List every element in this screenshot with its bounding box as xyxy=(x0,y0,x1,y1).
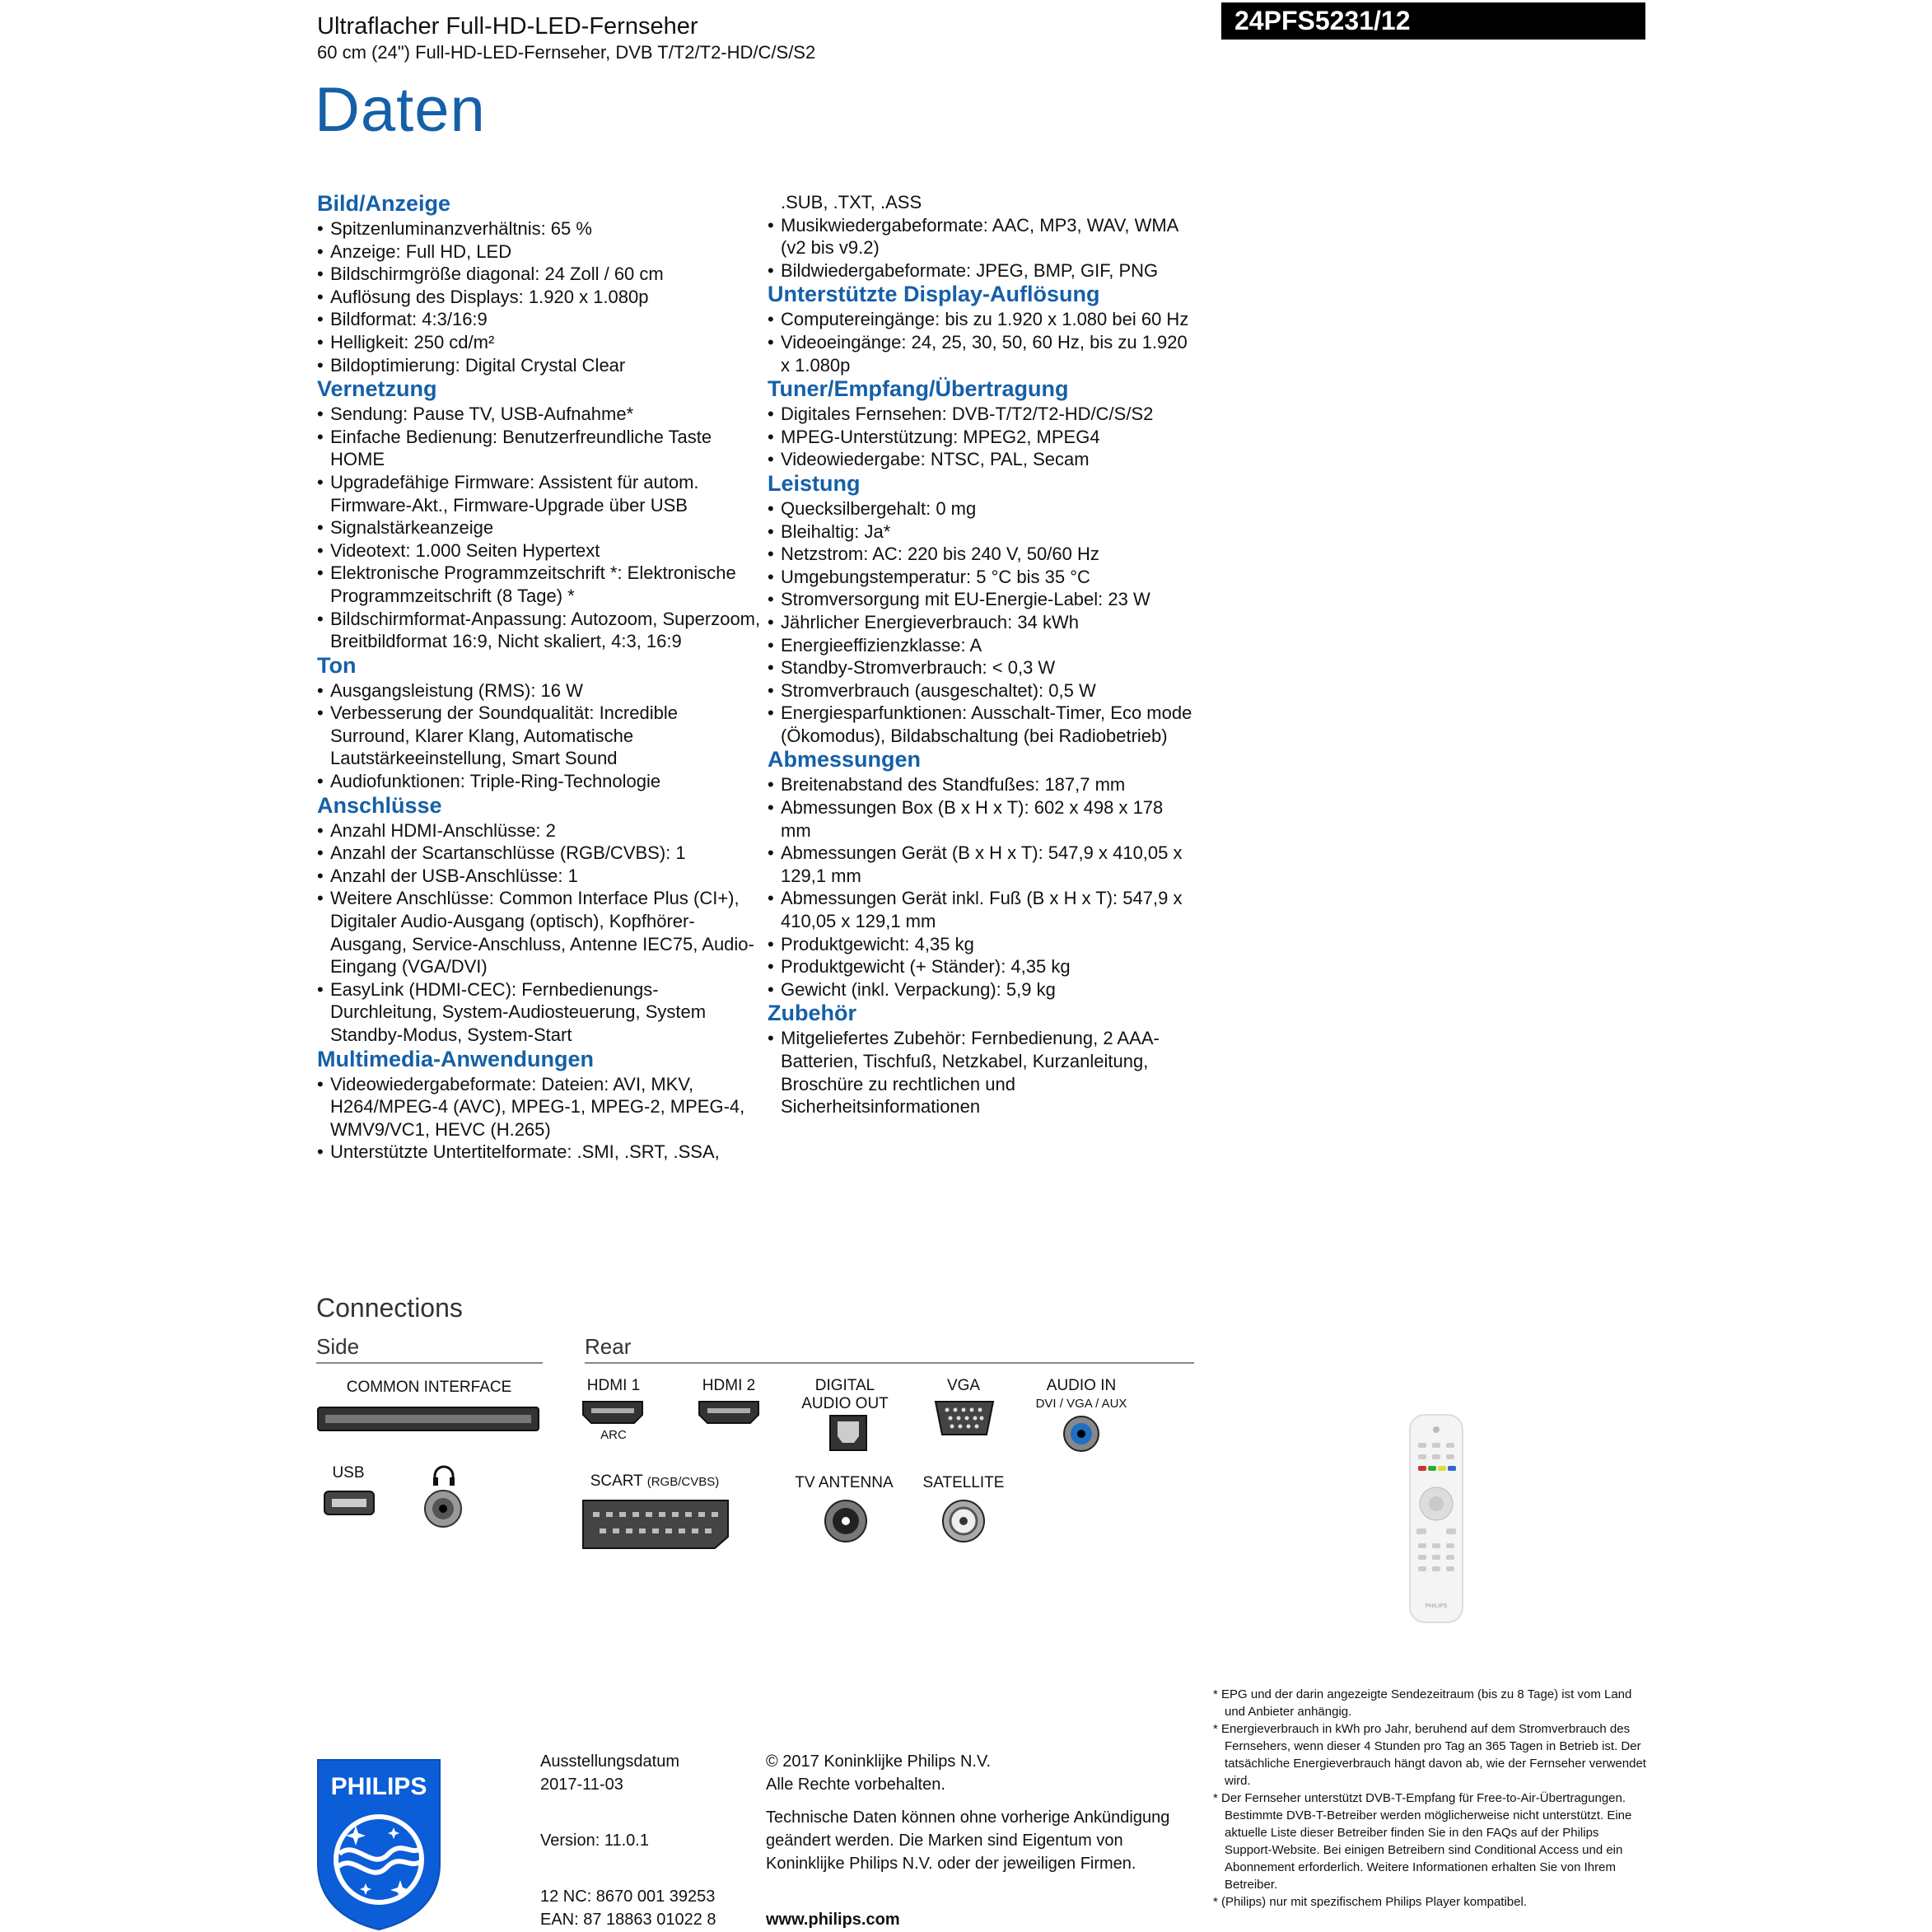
spacer xyxy=(766,1796,1194,1806)
remote-control-icon xyxy=(1407,1413,1466,1627)
spec-item: • Musikwiedergabeformate: AAC, MP3, WAV, WMA (v2 bis v9.2) xyxy=(768,214,1196,259)
rear-divider xyxy=(585,1362,1194,1364)
product-subtitle: 60 cm (24") Full-HD-LED-Fernseher, DVB T/T2/T2-HD/C/S/S2 xyxy=(317,42,816,63)
common-interface-slot-icon xyxy=(317,1407,539,1431)
scart-port-icon xyxy=(581,1499,730,1550)
spec-item: • Bildschirmgröße diagonal: 24 Zoll / 60 cm xyxy=(317,263,762,286)
digital-audio-out-label-2: AUDIO OUT xyxy=(801,1395,889,1412)
spec-item: • Anzahl der Scartanschlüsse (RGB/CVBS): 1 xyxy=(317,842,762,865)
spec-column-2 xyxy=(768,191,1196,1118)
vga-label: VGA xyxy=(946,1377,981,1394)
model-number: 24PFS5231/12 xyxy=(1221,2,1645,40)
version: Version: 11.0.1 xyxy=(540,1832,649,1850)
issue-date: 2017-11-03 xyxy=(540,1776,623,1794)
spec-item: • Produktgewicht (+ Ständer): 4,35 kg xyxy=(768,955,1196,978)
spec-item-continuation: .SUB, .TXT, .ASS xyxy=(781,192,922,212)
audio-in-jack-icon xyxy=(1062,1415,1100,1453)
section-display-aufloesung xyxy=(768,282,1196,376)
section-heading: Anschlüsse xyxy=(317,792,442,818)
footnote: * Energieverbrauch in kWh pro Jahr, beruhend auf dem Stromverbrauch des Fernsehers, wenn dieser 4 Stunden pro Tag an 365 Tagen in Betrieb ist. Der tatsächliche Energieverbrauch hängt davon ab, wie der Fernseher verwendet wird. xyxy=(1213,1722,1646,1788)
rights: Alle Rechte vorbehalten. xyxy=(766,1776,945,1794)
issue-date-label: Ausstellungsdatum xyxy=(540,1752,679,1771)
hdmi2-port-icon xyxy=(698,1400,760,1425)
section-heading: Multimedia-Anwendungen xyxy=(317,1046,594,1071)
spec-item: • Stromverbrauch (ausgeschaltet): 0,5 W xyxy=(768,679,1196,702)
spec-item: • Videotext: 1.000 Seiten Hypertext xyxy=(317,539,762,562)
section-zubehoer xyxy=(768,1001,1196,1118)
section-heading: Tuner/Empfang/Übertragung xyxy=(768,376,1069,402)
spec-item: • Jährlicher Energieverbrauch: 34 kWh xyxy=(768,611,1196,634)
spec-item: • Abmessungen Gerät inkl. Fuß (B x H x T): 547,9 x 410,05 x 129,1 mm xyxy=(768,887,1196,932)
side-divider xyxy=(316,1362,543,1364)
spec-item: • Verbesserung der Soundqualität: Incredible Surround, Klarer Klang, Automatische Lautstärkeeinstellung, Smart Sound xyxy=(317,702,762,770)
usb-label: USB xyxy=(332,1464,365,1482)
philips-shield-logo xyxy=(315,1757,443,1932)
arc-label: ARC xyxy=(600,1428,627,1442)
footnotes xyxy=(1213,1686,1650,1911)
spec-item: • Netzstrom: AC: 220 bis 240 V, 50/60 Hz xyxy=(768,543,1196,566)
spec-item: • Bildschirmformat-Anpassung: Autozoom, Superzoom, Breitbildformat 16:9, Nicht skaliert, 4:3, 16:9 xyxy=(317,608,762,653)
optical-audio-port-icon xyxy=(829,1415,867,1451)
spec-item: • Anzahl der USB-Anschlüsse: 1 xyxy=(317,865,762,888)
footer-meta-left xyxy=(540,1750,716,1931)
spec-item: • Bildoptimierung: Digital Crystal Clear xyxy=(317,354,762,377)
remote-brand-text: PHILIPS xyxy=(1425,1603,1448,1609)
section-abmessungen xyxy=(768,747,1196,1001)
copyright: © 2017 Koninklijke Philips N.V. xyxy=(766,1752,992,1771)
spec-item: • Einfache Bedienung: Benutzerfreundliche Taste HOME xyxy=(317,426,762,471)
spec-item: • Mitgeliefertes Zubehör: Fernbedienung, 2 AAA-Batterien, Tischfuß, Netzkabel, Kurzanleitung, Broschüre zu rechtlichen und Sicherheitsinformationen xyxy=(768,1027,1196,1118)
spacer xyxy=(540,1796,716,1829)
footnote: * EPG und der darin angezeigte Sendezeitraum (bis zu 8 Tage) ist vom Land und Anbieter anhängig. xyxy=(1213,1687,1632,1719)
footer-meta-right xyxy=(766,1750,1194,1931)
section-heading: Bild/Anzeige xyxy=(317,191,451,216)
section-multimedia xyxy=(317,1047,762,1164)
scart-label-sub: (RGB/CVBS) xyxy=(646,1475,720,1489)
spec-item: • Standby-Stromverbrauch: < 0,3 W xyxy=(768,656,1196,679)
spec-item: • Unterstützte Untertitelformate: .SMI, .SRT, .SSA, xyxy=(317,1141,762,1164)
spec-item: • Abmessungen Gerät (B x H x T): 547,9 x 410,05 x 129,1 mm xyxy=(768,842,1196,887)
scart-label xyxy=(576,1472,733,1491)
website-link[interactable]: www.philips.com xyxy=(766,1911,900,1929)
spec-item: • Helligkeit: 250 cd/m² xyxy=(317,331,762,354)
spec-item: • Energieeffizienzklasse: A xyxy=(768,634,1196,657)
spec-item: • Anzeige: Full HD, LED xyxy=(317,240,762,264)
spec-item: • Digitales Fernsehen: DVB-T/T2/T2-HD/C/S/S2 xyxy=(768,403,1196,426)
spec-item: • MPEG-Unterstützung: MPEG2, MPEG4 xyxy=(768,426,1196,449)
nc-number: 12 NC: 8670 001 39253 xyxy=(540,1888,716,1906)
section-heading: Zubehör xyxy=(768,1001,856,1026)
satellite-label: SATELLITE xyxy=(922,1474,1005,1491)
spec-item: • Breitenabstand des Standfußes: 187,7 mm xyxy=(768,773,1196,796)
spec-item: • Abmessungen Box (B x H x T): 602 x 498 x 178 mm xyxy=(768,796,1196,842)
spec-item: • Ausgangsleistung (RMS): 16 W xyxy=(317,679,762,702)
scart-label-main: SCART xyxy=(590,1472,643,1490)
spec-item: • Bildwiedergabeformate: JPEG, BMP, GIF, PNG xyxy=(768,259,1196,282)
section-heading: Abmessungen xyxy=(768,747,922,772)
section-heading: Vernetzung xyxy=(317,376,437,402)
spec-item: • Elektronische Programmzeitschrift *: Elektronische Programmzeitschrift (8 Tage) * xyxy=(317,562,762,607)
spec-item: • Quecksilbergehalt: 0 mg xyxy=(768,497,1196,520)
section-tuner xyxy=(768,376,1196,471)
connections-title: Connections xyxy=(316,1293,463,1323)
spec-column-1 xyxy=(317,191,762,1164)
hdmi1-port-icon xyxy=(581,1400,644,1425)
spacer xyxy=(766,1875,1194,1908)
section-leistung xyxy=(768,471,1196,748)
spec-item: • Energiesparfunktionen: Ausschalt-Timer, Eco mode (Ökomodus), Bildabschaltung (bei Radiobetrieb) xyxy=(768,702,1196,747)
common-interface-label: COMMON INTERFACE xyxy=(346,1379,512,1396)
section-anschluesse xyxy=(317,793,762,1047)
product-title: Ultraflacher Full-HD-LED-Fernseher xyxy=(317,13,698,40)
side-label: Side xyxy=(316,1334,360,1359)
digital-audio-out-label-1: DIGITAL xyxy=(814,1377,875,1394)
spec-item: • Videowiedergabeformate: Dateien: AVI, MKV, H264/MPEG-4 (AVC), MPEG-1, MPEG-2, MPEG-4, WMV9/VC1, HEVC (H.265) xyxy=(317,1073,762,1141)
headphone-jack-icon xyxy=(423,1489,463,1528)
usb-port-icon xyxy=(324,1491,375,1515)
spec-item: • Videowiedergabe: NTSC, PAL, Secam xyxy=(768,448,1196,471)
spec-item: • Audiofunktionen: Triple-Ring-Technologie xyxy=(317,770,762,793)
section-ton xyxy=(317,653,762,793)
section-vernetzung xyxy=(317,376,762,653)
spec-item: • Weitere Anschlüsse: Common Interface Plus (CI+), Digitaler Audio-Ausgang (optisch), Kopfhörer-Ausgang, Service-Anschluss, Antenne IEC75, Audio-Eingang (VGA/DVI) xyxy=(317,887,762,978)
section-bild-anzeige xyxy=(317,191,762,376)
spec-item: • Gewicht (inkl. Verpackung): 5,9 kg xyxy=(768,978,1196,1001)
spec-item: • Spitzenluminanzverhältnis: 65 % xyxy=(317,217,762,240)
hdmi2-label: HDMI 2 xyxy=(702,1377,756,1394)
spec-item: • Bildformat: 4:3/16:9 xyxy=(317,308,762,331)
footnote: * (Philips) nur mit spezifischem Philips Player kompatibel. xyxy=(1213,1895,1527,1909)
spec-item: • Umgebungstemperatur: 5 °C bis 35 °C xyxy=(768,566,1196,589)
section-heading: Unterstützte Display-Auflösung xyxy=(768,282,1100,307)
spec-item: • Anzahl HDMI-Anschlüsse: 2 xyxy=(317,819,762,842)
footnote: * Der Fernseher unterstützt DVB-T-Empfang für Free-to-Air-Übertragungen. Bestimmte DVB-T-Betreiber werden möglicherweise nicht unterstützt. Eine aktuelle Liste dieser Betreiber finden Sie in den FAQs auf der Philips Support-Website. Bei einigen Betreibern sind Conditional Access und ein Abonnement erforderlich. Weitere Informationen erhalten Sie von Ihrem Betreiber. xyxy=(1213,1791,1632,1892)
spec-item: • Videoeingänge: 24, 25, 30, 50, 60 Hz, bis zu 1.920 x 1.080p xyxy=(768,331,1196,376)
audio-in-label: AUDIO IN xyxy=(1046,1377,1117,1394)
satellite-port-icon xyxy=(941,1499,986,1543)
rear-label: Rear xyxy=(585,1334,632,1359)
disclaimer: Technische Daten können ohne vorherige Ankündigung geändert werden. Die Marken sind Eigentum von Koninklijke Philips N.V. oder der jeweiligen Firmen. xyxy=(766,1808,1170,1873)
vga-port-icon xyxy=(934,1400,995,1436)
section-heading: Leistung xyxy=(768,470,861,496)
audio-in-sublabel: DVI / VGA / AUX xyxy=(1035,1397,1127,1411)
spec-item: • Bleihaltig: Ja* xyxy=(768,520,1196,544)
spec-item: • Sendung: Pause TV, USB-Aufnahme* xyxy=(317,403,762,426)
spacer xyxy=(540,1852,716,1885)
spec-item: • Computereingänge: bis zu 1.920 x 1.080 bei 60 Hz xyxy=(768,308,1196,331)
spec-item: • Stromversorgung mit EU-Energie-Label: 23 W xyxy=(768,588,1196,611)
spec-item: • Signalstärkeanzeige xyxy=(317,516,762,539)
page-title: Daten xyxy=(315,75,486,145)
spec-item: • Upgradefähige Firmware: Assistent für autom. Firmware-Akt., Firmware-Upgrade über USB xyxy=(317,471,762,516)
spec-item: • Auflösung des Displays: 1.920 x 1.080p xyxy=(317,286,762,309)
tv-antenna-port-icon xyxy=(824,1499,868,1543)
ean-number: EAN: 87 18863 01022 8 xyxy=(540,1911,716,1929)
tv-antenna-label: TV ANTENNA xyxy=(795,1474,894,1491)
spec-item: • Produktgewicht: 4,35 kg xyxy=(768,933,1196,956)
logo-text: PHILIPS xyxy=(330,1773,427,1800)
section-heading: Ton xyxy=(317,652,357,678)
headphones-icon xyxy=(432,1464,456,1487)
hdmi1-label: HDMI 1 xyxy=(586,1377,641,1394)
spec-item: • EasyLink (HDMI-CEC): Fernbedienungs-Durchleitung, System-Audiosteuerung, System Standby-Modus, System-Start xyxy=(317,978,762,1047)
